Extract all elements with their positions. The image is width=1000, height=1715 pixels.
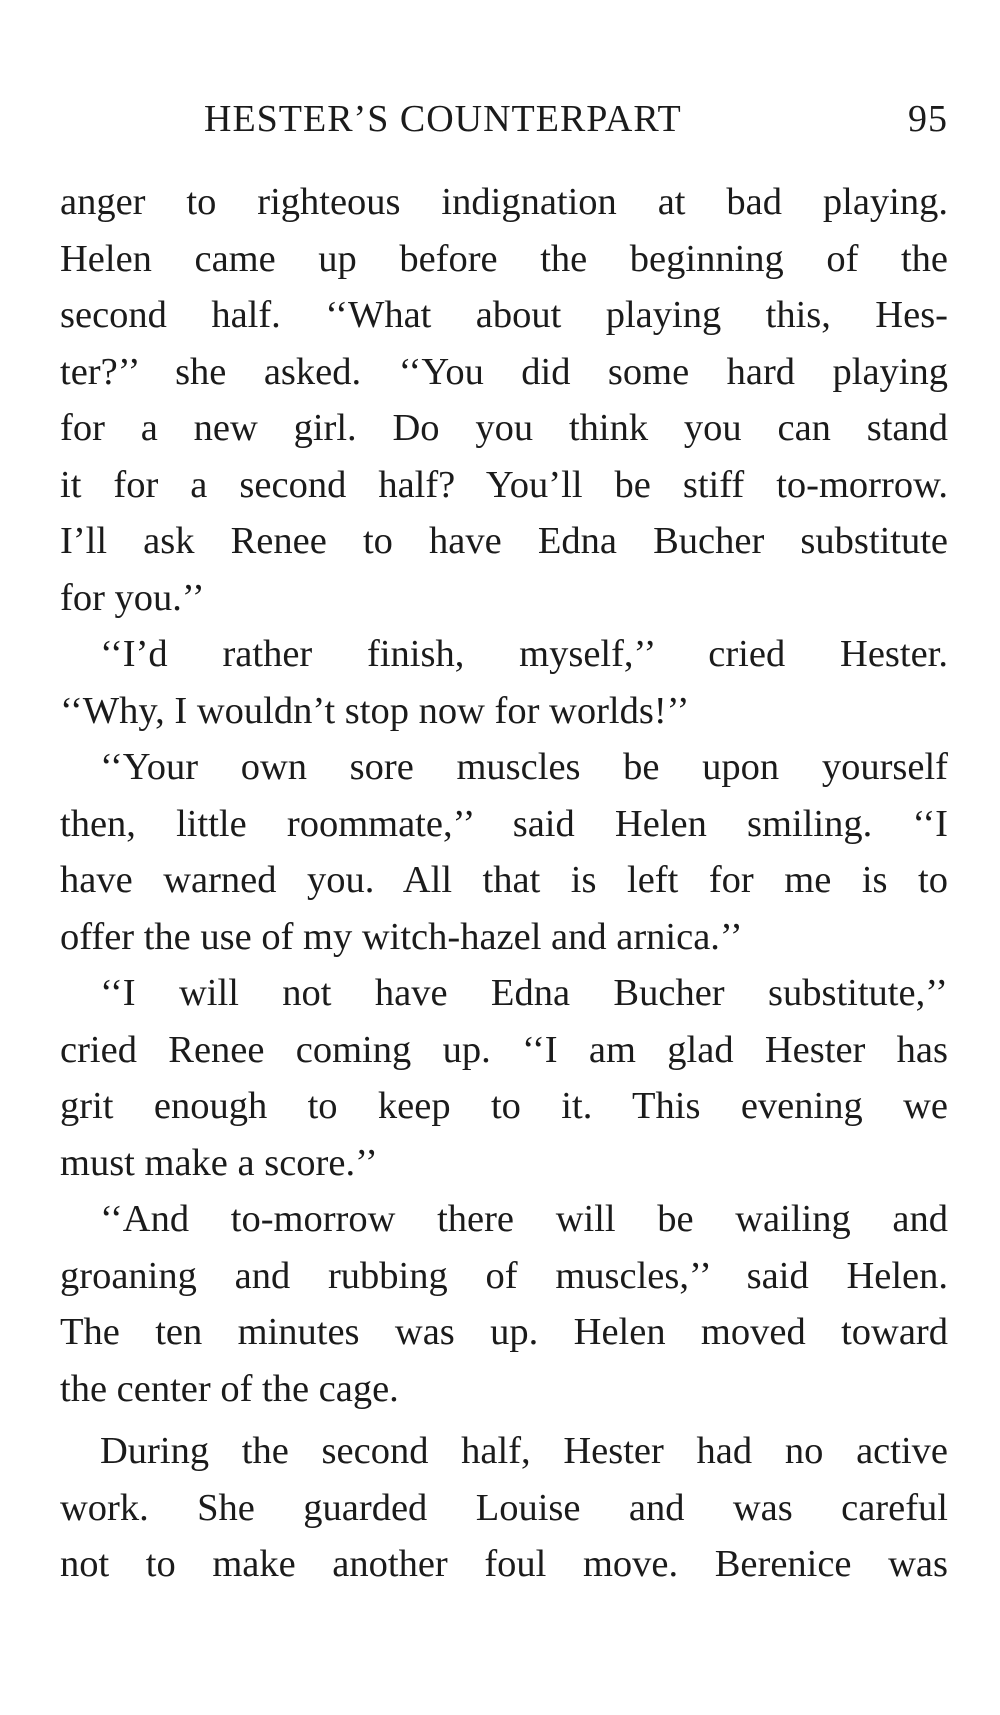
- text-line: cried Renee coming up. ‘‘I am glad Hester has: [60, 1028, 948, 1071]
- text-line: anger to righteous indignation at bad playing.: [60, 181, 948, 223]
- running-head: [60, 94, 948, 144]
- text-line: second half. ‘‘What about playing this, Hes-: [60, 294, 948, 336]
- text-line: grit enough to keep to it. This evening we: [60, 1085, 948, 1127]
- text-line: ter?’’ she asked. ‘‘You did some hard playing: [60, 350, 948, 393]
- text-line: I’ll ask Renee to have Edna Bucher substitute: [60, 520, 948, 562]
- text-line: groaning and rubbing of muscles,’’ said Helen.: [60, 1254, 948, 1297]
- text-line: ‘‘Your own sore muscles be upon yourself: [100, 746, 948, 788]
- text-line: The ten minutes was up. Helen moved toward: [60, 1311, 948, 1353]
- page-number: 95: [908, 98, 948, 140]
- text-line: must make a score.’’: [60, 1141, 378, 1184]
- text-line: not to make another foul move. Berenice was: [60, 1543, 948, 1585]
- text-line: it for a second half? You’ll be stiff to-morrow.: [60, 463, 948, 506]
- text-line: During the second half, Hester had no active: [100, 1430, 948, 1472]
- text-line: have warned you. All that is left for me is to: [60, 859, 948, 901]
- text-line: work. She guarded Louise and was careful: [60, 1486, 948, 1529]
- running-title: HESTER’S COUNTERPART: [204, 98, 682, 140]
- text-line: the center of the cage.: [60, 1367, 399, 1410]
- text-line: for you.’’: [60, 576, 205, 619]
- text-line: ‘‘And to-morrow there will be wailing and: [100, 1198, 948, 1240]
- text-line: then, little roommate,’’ said Helen smiling. ‘‘I: [60, 802, 948, 845]
- text-line: ‘‘I will not have Edna Bucher substitute,’’: [100, 972, 948, 1014]
- text-line: offer the use of my witch-hazel and arnica.’’: [60, 915, 743, 958]
- body-text: [60, 174, 948, 1593]
- text-line: ‘‘Why, I wouldn’t stop now for worlds!’’: [60, 689, 690, 732]
- text-line: ‘‘I’d rather finish, myself,’’ cried Hester.: [100, 633, 948, 675]
- text-line: Helen came up before the beginning of the: [60, 237, 948, 280]
- text-line: for a new girl. Do you think you can stand: [60, 407, 948, 449]
